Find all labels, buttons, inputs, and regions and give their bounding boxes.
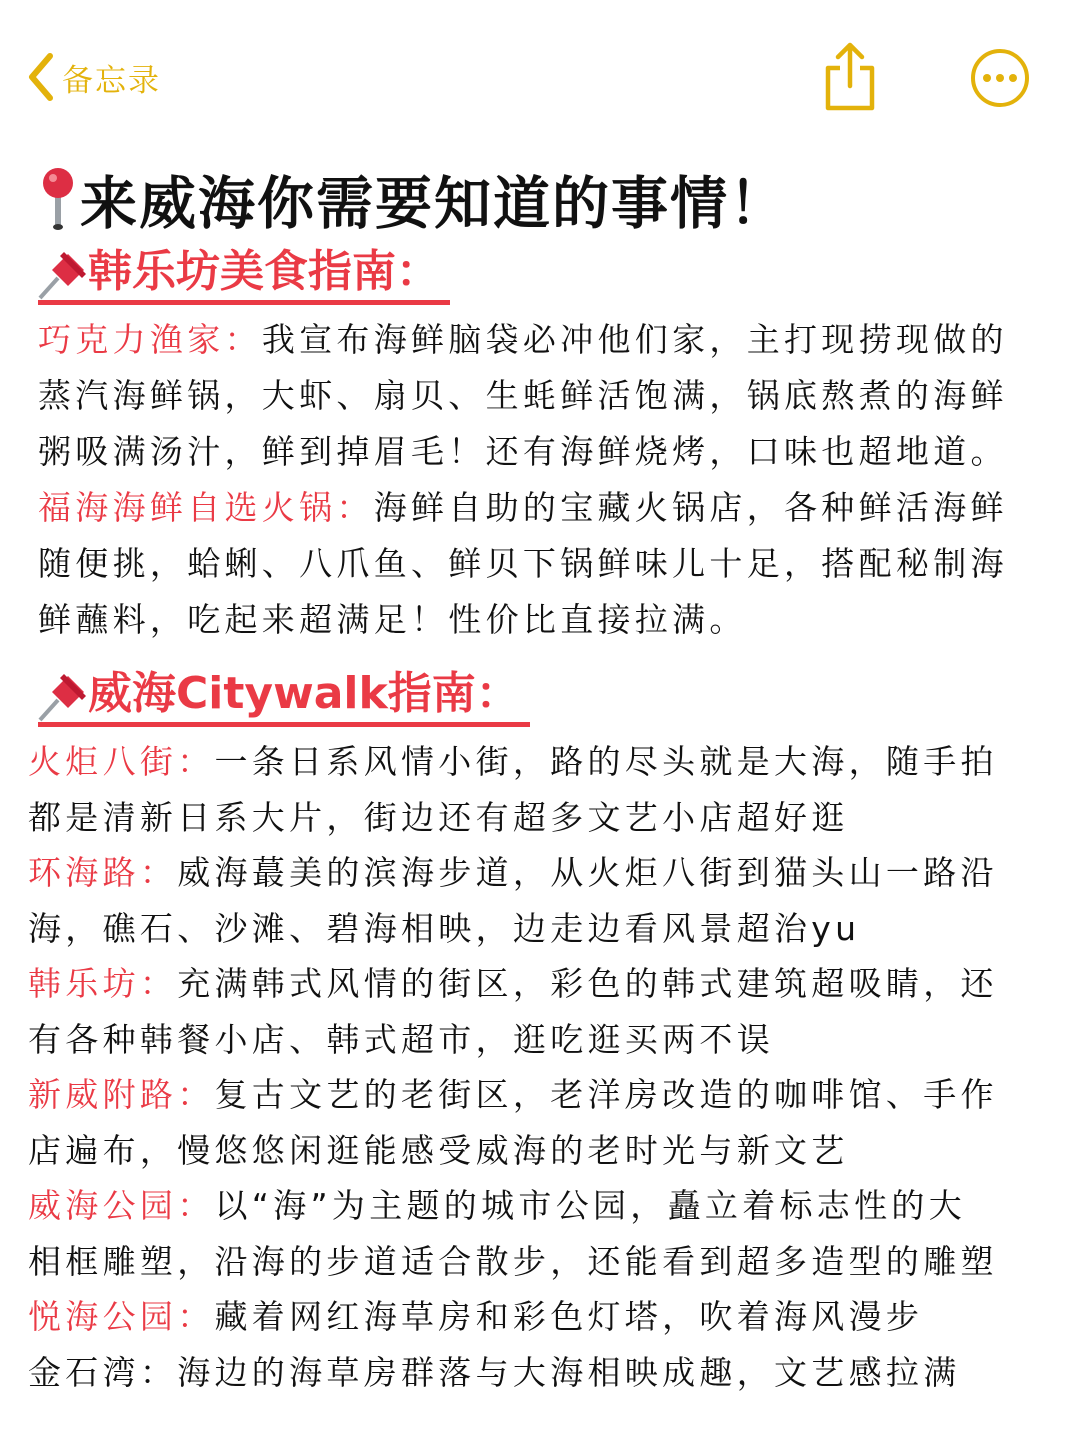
list-item-line bbox=[28, 956, 998, 1012]
item-label: 环海路： bbox=[28, 853, 178, 892]
item-text: 充满韩式风情的街区，彩色的韩式建筑超吸睛，还 bbox=[177, 964, 998, 1003]
item-text: 都是清新日系大片，街边还有超多文艺小店超好逛 bbox=[28, 797, 849, 837]
pushpin-icon bbox=[38, 670, 88, 722]
item-text: 我宣布海鲜脑袋必冲他们家，主打现捞现做的 bbox=[261, 320, 1008, 359]
title-text: 来威海你需要知道的事情！ bbox=[80, 171, 788, 237]
item-text: 蒸汽海鲜锅，大虾、扇贝、生蚝鲜活饱满，锅底熬煮的海鲜 bbox=[38, 376, 1008, 415]
page-title bbox=[36, 158, 788, 240]
item-text: 以“海”为主题的城市公园，矗立着标志性的大 bbox=[214, 1186, 966, 1225]
item-label: 悦海公园： bbox=[28, 1297, 215, 1336]
item-text: 海，礁石、沙滩、碧海相映，边走边看风景超治yu bbox=[28, 908, 861, 948]
item-text: 复古文艺的老街区，老洋房改造的咖啡馆、手作 bbox=[214, 1075, 998, 1114]
citywalk-list bbox=[28, 734, 998, 1400]
list-item-line bbox=[38, 312, 1008, 368]
item-text: 鲜蘸料，吃起来超满足！性价比直接拉满。 bbox=[38, 600, 747, 639]
ellipsis-circle-icon[interactable] bbox=[970, 48, 1030, 108]
heading-text: 威海Citywalk指南： bbox=[88, 668, 520, 719]
list-item-line bbox=[28, 1067, 998, 1123]
list-item-line bbox=[28, 845, 998, 901]
list-item-line bbox=[28, 734, 998, 790]
item-label: 巧克力渔家： bbox=[38, 320, 262, 359]
item-label: 新威附路： bbox=[28, 1075, 215, 1114]
list-item-line bbox=[38, 480, 1008, 536]
item-text: 粥吸满汤汁，鲜到掉眉毛！还有海鲜烧烤，口味也超地道。 bbox=[38, 432, 1008, 471]
item-text: 有各种韩餐小店、韩式超市，逛吃逛买两不误 bbox=[28, 1019, 774, 1059]
section-heading-food bbox=[38, 244, 450, 305]
round-pushpin-icon bbox=[36, 165, 80, 233]
item-label: 火炬八街： bbox=[28, 742, 215, 781]
food-list bbox=[38, 312, 1008, 648]
item-label: 福海海鲜自选火锅： bbox=[38, 488, 374, 527]
section-heading-citywalk bbox=[38, 666, 530, 727]
item-text: 藏着网红海草房和彩色灯塔，吹着海风漫步 bbox=[214, 1297, 924, 1336]
item-label: 威海公园： bbox=[28, 1186, 215, 1225]
list-item-line bbox=[28, 1178, 998, 1234]
item-text: 店遍布，慢悠悠闲逛能感受威海的老时光与新文艺 bbox=[28, 1130, 849, 1170]
item-text: 海鲜自助的宝藏火锅店，各种鲜活海鲜 bbox=[373, 488, 1008, 527]
chevron-left-icon bbox=[24, 52, 58, 102]
item-text: 相框雕塑，沿海的步道适合散步，还能看到超多造型的雕塑 bbox=[28, 1241, 998, 1281]
back-label: 备忘录 bbox=[62, 62, 161, 99]
item-text: 威海蕞美的滨海步道，从火炬八街到猫头山一路沿 bbox=[177, 853, 998, 892]
item-text: 金石湾：海边的海草房群落与大海相映成趣，文艺感拉满 bbox=[28, 1352, 961, 1392]
item-text: 一条日系风情小街，路的尽头就是大海，随手拍 bbox=[214, 742, 998, 781]
heading-text: 韩乐坊美食指南： bbox=[88, 246, 440, 297]
share-icon[interactable] bbox=[822, 42, 878, 112]
pushpin-icon bbox=[38, 248, 88, 300]
item-label: 韩乐坊： bbox=[28, 964, 178, 1003]
list-item-line bbox=[28, 1289, 998, 1345]
back-button[interactable] bbox=[24, 52, 161, 102]
item-text: 随便挑，蛤蜊、八爪鱼、鲜贝下锅鲜味儿十足，搭配秘制海 bbox=[38, 544, 1008, 583]
